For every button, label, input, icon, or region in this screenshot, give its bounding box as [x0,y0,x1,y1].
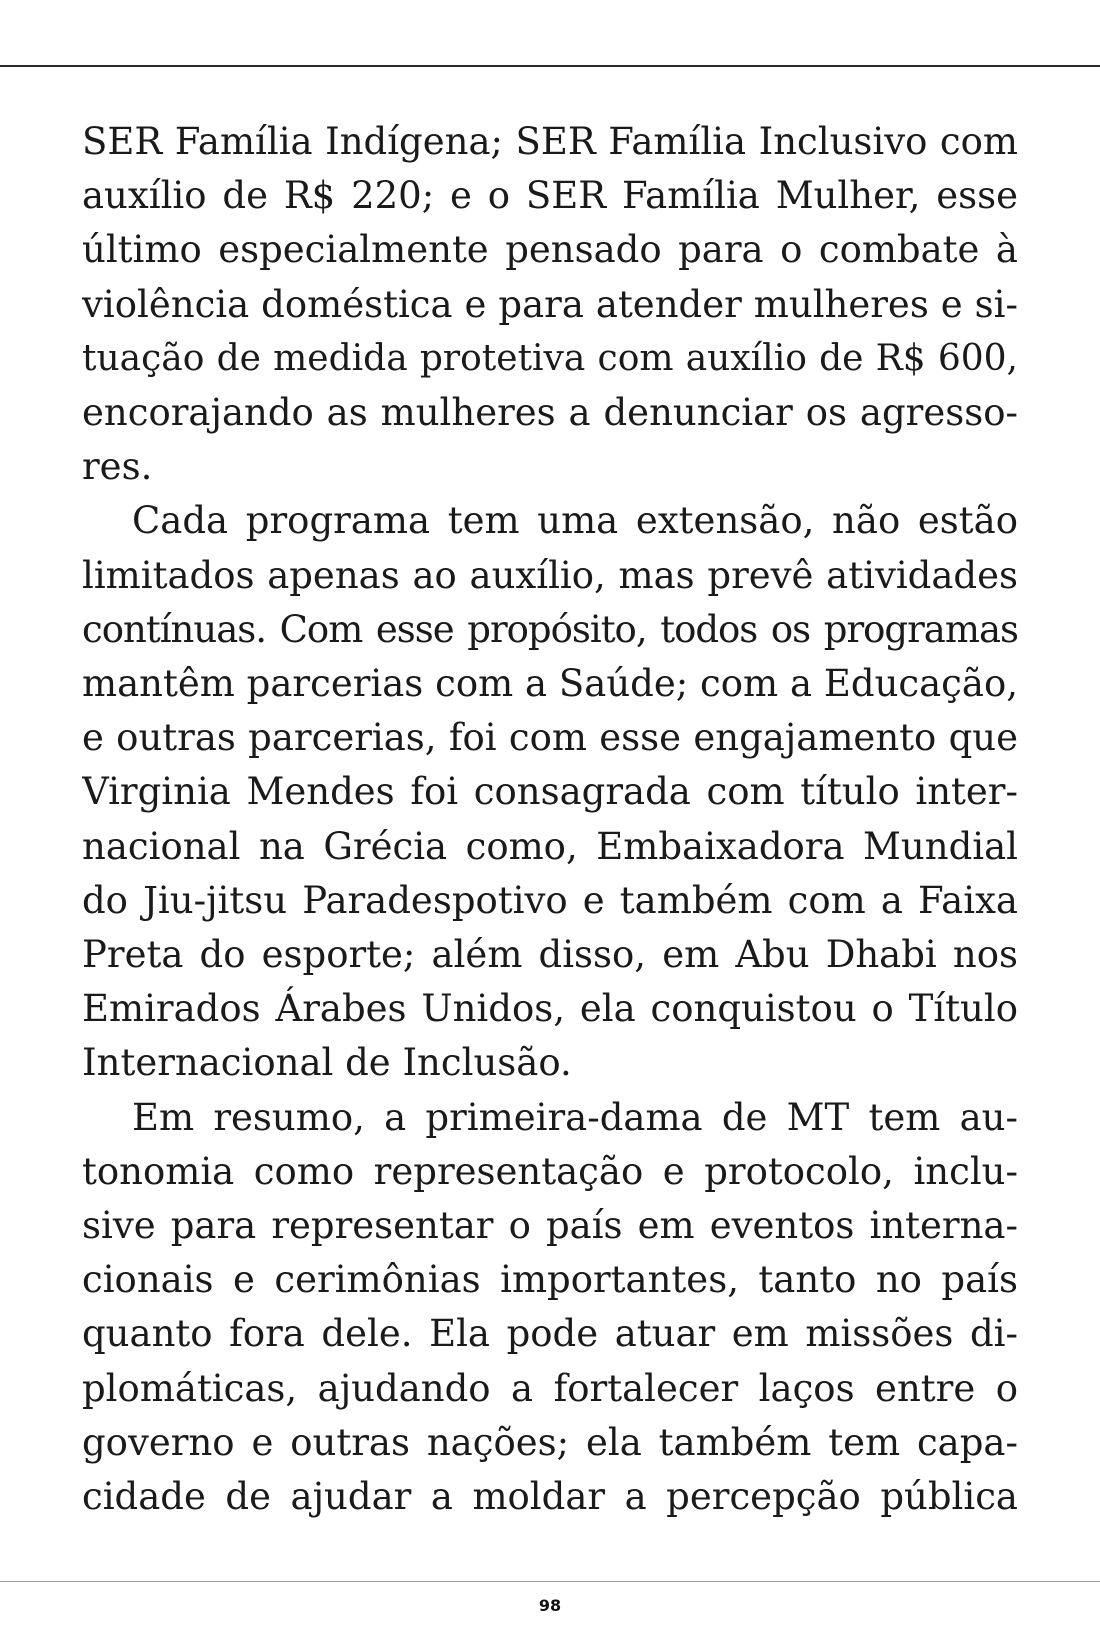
page-number: 98 [538,1596,562,1615]
text-line: tonomia como representação e protocolo, inclu- [82,1149,1018,1193]
header-rule [0,65,1100,67]
text-line: limitados apenas ao auxílio, mas prevê atividades [82,553,1018,597]
text-line: violência doméstica e para atender mulheres e si- [82,282,1018,326]
text-line: governo e outras nações; ela também tem capa- [82,1420,1018,1464]
text-line: sive para representar o país em eventos interna- [82,1204,1018,1248]
body-text [82,115,1018,1524]
text-line: Virginia Mendes foi consagrada com título inter- [82,770,1018,814]
text-line: mantêm parcerias com a Saúde; com a Educação, [82,662,1018,706]
text-line: encorajando as mulheres a denunciar os agresso- [82,391,1018,435]
text-line: Em resumo, a primeira-dama de MT tem au- [132,1095,1018,1139]
text-line: do Jiu-jitsu Paradespotivo e também com a Faixa [82,878,1018,922]
paragraph [82,115,1018,494]
text-line: plomáticas, ajudando a fortalecer laços entre o [82,1366,1018,1410]
text-line: Emirados Árabes Unidos, ela conquistou o Título [82,987,1018,1031]
text-line: e outras parcerias, foi com esse engajamento que [82,716,1018,760]
text-line: último especialmente pensado para o combate à [82,228,1018,272]
text-line: Internacional de Inclusão. [82,1041,572,1085]
text-line: nacional na Grécia como, Embaixadora Mundial [82,824,1018,868]
footer-rule [0,1581,1100,1582]
text-line: quanto fora dele. Ela pode atuar em missões di- [82,1312,1018,1356]
text-line: contínuas. Com esse propósito, todos os programas [82,607,1018,651]
text-line: Cada programa tem uma extensão, não estão [132,499,1018,543]
text-line: cidade de ajudar a moldar a percepção pública [82,1475,1018,1519]
text-line: tuação de medida protetiva com auxílio de R$ 600, [82,337,1018,379]
paragraph [82,1091,1018,1525]
text-line: cionais e cerimônias importantes, tanto no país [82,1258,1018,1302]
text-line: SER Família Indígena; SER Família Inclusivo com [82,120,1018,163]
text-line: auxílio de R$ 220; e o SER Família Mulher, esse [82,174,1018,218]
paragraph [82,494,1018,1090]
text-line: res. [82,445,153,489]
text-line: Preta do esporte; além disso, em Abu Dhabi nos [82,933,1018,977]
